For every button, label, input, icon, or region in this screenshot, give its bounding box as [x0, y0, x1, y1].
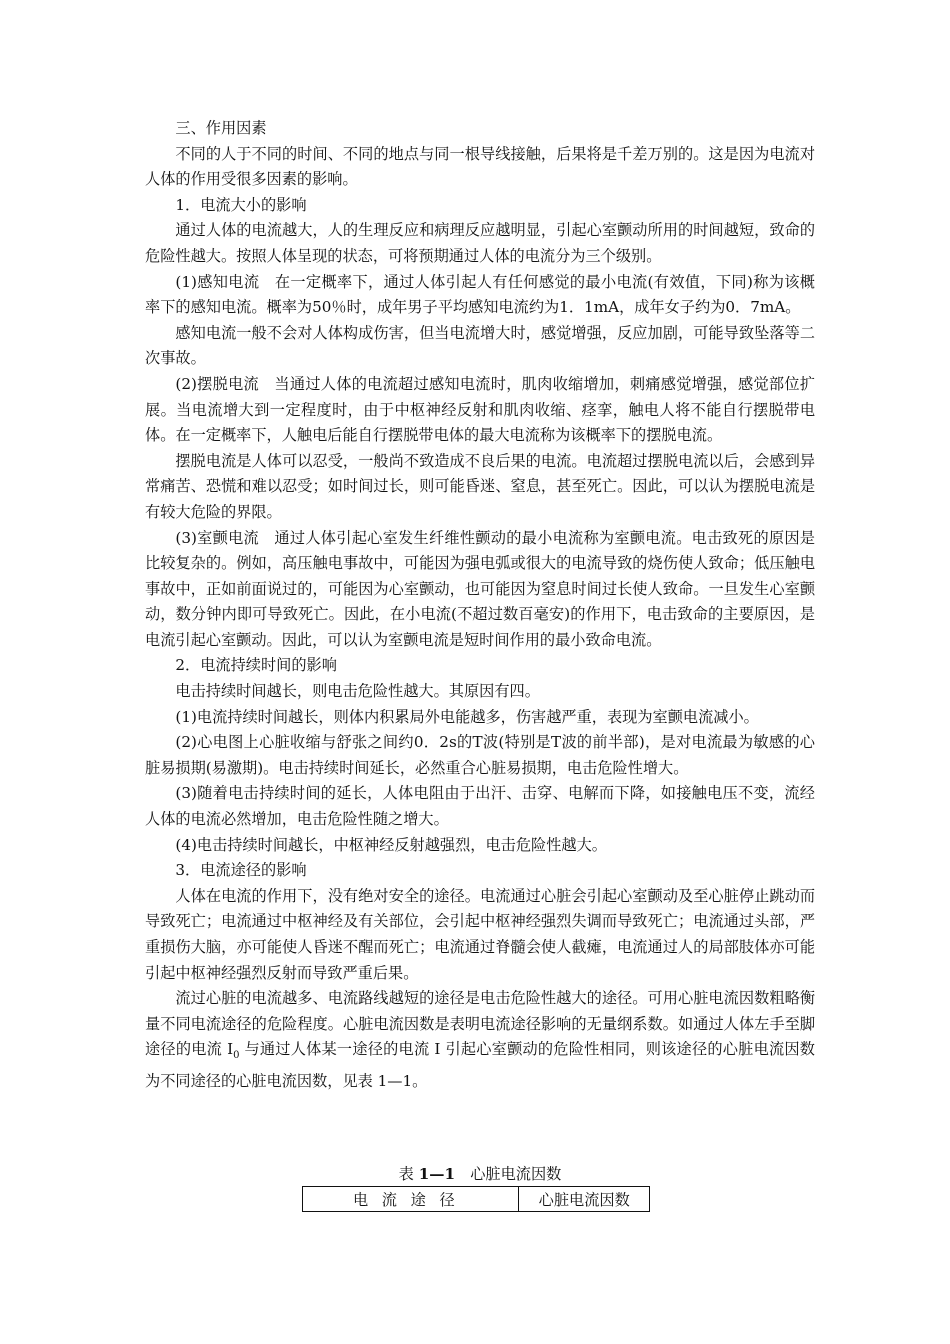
subsection-heading-duration: 2．电流持续时间的影响 [175, 656, 337, 675]
subsection-heading-current-magnitude: 1．电流大小的影响 [175, 195, 307, 214]
text-run: 与通过人体某一途径的电流 I 引起心室颤动的危险性相同，则该途径的心脏电流因数为不同途径的心脏电流因数，见表 1—1。 [145, 1040, 815, 1090]
subsection-heading-path: 3．电流途径的影响 [175, 861, 307, 880]
paragraph: (3)随着电击持续时间的延长，人体电阻由于出汗、击穿、电解而下降，如接触电压不变，流经人体的电流必然增加，电击危险性随之增大。 [145, 784, 815, 829]
paragraph: 通过人体的电流越大，人的生理反应和病理反应越明显，引起心室颤动所用的时间越短，致命的危险性越大。按照人体呈现的状态，可将预期通过人体的电流分为三个级别。 [145, 221, 815, 265]
text-run: 流过心脏的电流越多、电流路线越短的途径是电击危险性越大的途径。可用心脏电流因数粗略衡量不同电流途径的危险程度。心脏电流因数是表明电流途径影响的无量纲系数。如通过人体左手至脚途径的电流 I [145, 989, 815, 1059]
paragraph: 人体在电流的作用下，没有绝对安全的途径。电流通过心脏会引起心室颤动及至心脏停止跳动而导致死亡；电流通过中枢神经及有关部位，会引起中枢神经强烈失调而导致死亡；电流通过头部，严重损伤大脑，亦可能使人昏迷不醒而死亡；电流通过脊髓会使人截瘫，电流通过人的局部肢体亦可能引起中枢神经强烈反射而导致严重后果。 [145, 886, 815, 982]
column-header-current-path: 电流途径 [303, 1187, 519, 1212]
paragraph: (1)感知电流 在一定概率下，通过人体引起人有任何感觉的最小电流(有效值，下同)称为该概率下的感知电流。概率为50％时，成年男子平均感知电流约为1．1mA，成年女子约为0．7mA。 [145, 272, 815, 317]
intro-paragraph: 不同的人于不同的时间、不同的地点与同一根导线接触，后果将是千差万别的。这是因为电流对人体的作用受很多因素的影响。 [145, 144, 815, 189]
paragraph: (3)室颤电流 通过人体引起心室发生纤维性颤动的最小电流称为室颤电流。电击致死的原因是比较复杂的。例如，高压触电事故中，可能因为强电弧或很大的电流导致的烧伤使人致命；低压触电事故中，正如前面说过的，可能因为心室颤动，也可能因为窒息时间过长使人致命。一旦发生心室颤动，数分钟内即可导致死亡。因此，在小电流(不超过数百毫安)的作用下，电击致命的主要原因，是电流引起心室颤动。因此，可以认为室颤电流是短时间作用的最小致命电流。 [145, 528, 815, 649]
paragraph [145, 986, 815, 1094]
document-body [145, 116, 815, 1095]
table-caption [145, 1163, 815, 1184]
paragraph: 电击持续时间越长，则电击危险性越大。其原因有四。 [175, 682, 540, 701]
table-header-row [303, 1187, 650, 1212]
column-header-heart-factor: 心脏电流因数 [519, 1187, 650, 1212]
subscript: 0 [233, 1050, 240, 1062]
heart-current-factor-table [302, 1186, 650, 1212]
paragraph: (2)摆脱电流 当通过人体的电流超过感知电流时，肌肉收缩增加，刺痛感觉增强，感觉部位扩展。当电流增大到一定程度时，由于中枢神经反射和肌肉收缩、痉挛，触电人将不能自行摆脱带电体。在一定概率下，人触电后能自行摆脱带电体的最大电流称为该概率下的摆脱电流。 [145, 374, 815, 445]
section-title: 三、作用因素 [175, 119, 267, 137]
caption-title: 心脏电流因数 [455, 1165, 562, 1183]
paragraph: (4)电击持续时间越长，中枢神经反射越强烈，电击危险性越大。 [175, 835, 607, 854]
paragraph: 感知电流一般不会对人体构成伤害，但当电流增大时，感觉增强，反应加剧，可能导致坠落等二次事故。 [145, 323, 815, 368]
paragraph: (2)心电图上心脏收缩与舒张之间约0．2s的T波(特别是T波的前半部)，是对电流最为敏感的心脏易损期(易激期)。电击持续时间延长，必然重合心脏易损期，电击危险性增大。 [145, 733, 815, 777]
paragraph: (1)电流持续时间越长，则体内积累局外电能越多，伤害越严重，表现为室颤电流减小。 [175, 707, 759, 726]
caption-number: 1—1 [418, 1165, 456, 1183]
caption-prefix: 表 [398, 1165, 419, 1183]
paragraph: 摆脱电流是人体可以忍受，一般尚不致造成不良后果的电流。电流超过摆脱电流以后，会感到异常痛苦、恐慌和难以忍受；如时间过长，则可能昏迷、窒息，甚至死亡。因此，可以认为摆脱电流是有较大危险的界限。 [145, 451, 815, 521]
